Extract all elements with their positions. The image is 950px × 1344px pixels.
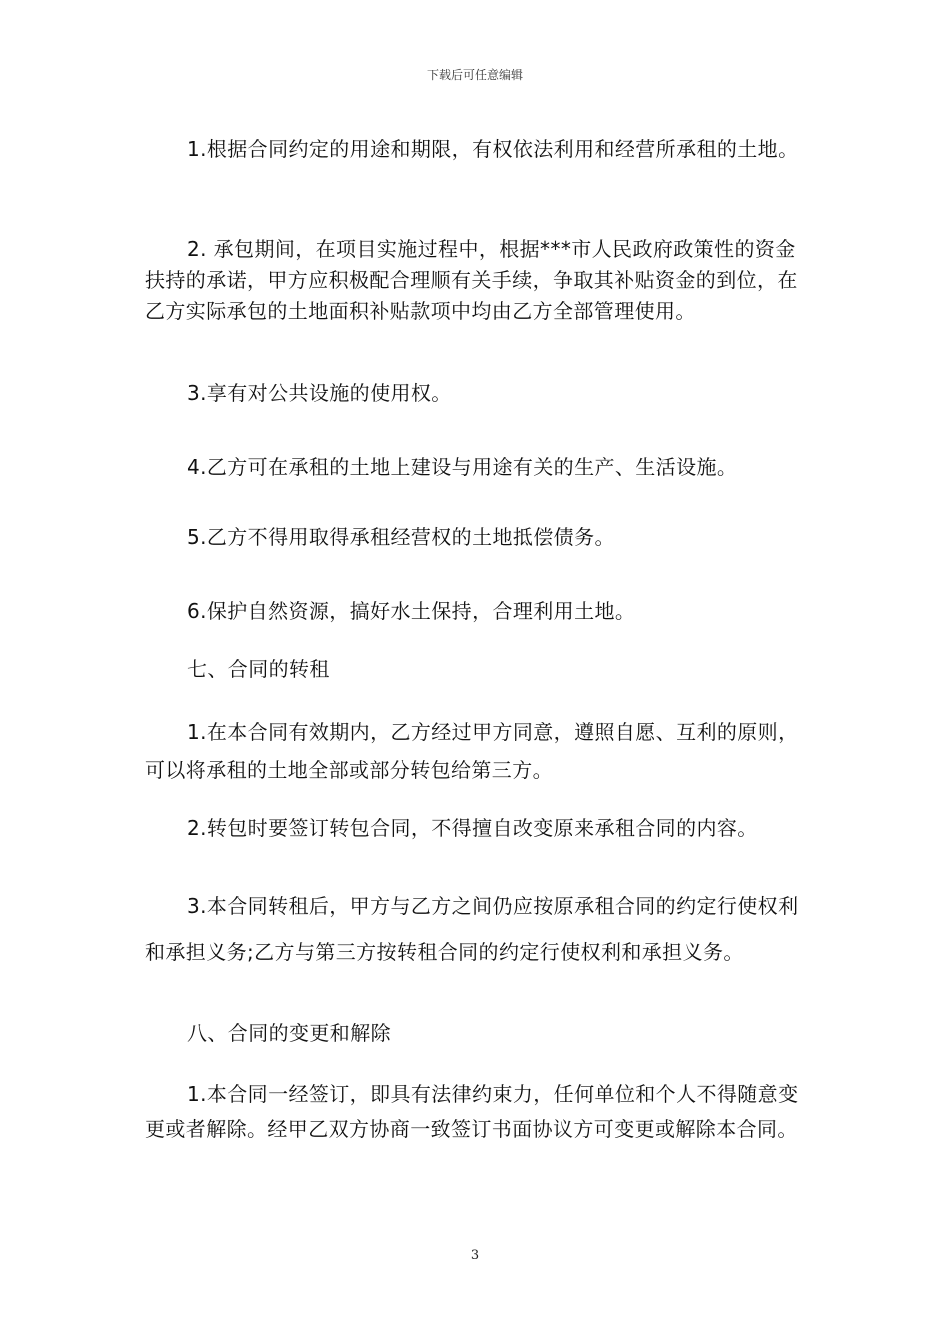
section-heading-amendment: 八、合同的变更和解除: [187, 1021, 391, 1045]
paragraph-public-facilities: 3.享有对公共设施的使用权。: [187, 381, 452, 405]
paragraph-sublease-consent: 1.在本合同有效期内，乙方经过甲方同意，遵照自愿、互利的原则，可以将承租的土地全部或部分转包给第三方。: [145, 720, 799, 782]
header-note: 下载后可任意编辑: [426, 68, 523, 82]
section-heading-sublease: 七、合同的转租: [187, 657, 330, 681]
paragraph-subsidy: 2. 承包期间，在项目实施过程中，根据***市人民政府政策性的资金扶持的承诺，甲方应积极配合理顺有关手续，争取其补贴资金的到位，在乙方实际承包的土地面积补贴款项中均由乙方全部管理使用。: [145, 237, 798, 323]
paragraph-sublease-contract: 2.转包时要签订转包合同，不得擅自改变原来承租合同的内容。: [187, 816, 758, 840]
paragraph-binding-force: 1.本合同一经签订，即具有法律约束力，任何单位和个人不得随意变更或者解除。经甲乙双方协商一致签订书面协议方可变更或解除本合同。: [145, 1082, 799, 1141]
paragraph-no-debt: 5.乙方不得用取得承租经营权的土地抵偿债务。: [187, 525, 615, 549]
page-number: 3: [470, 1248, 480, 1263]
paragraph-construction: 4.乙方可在承租的土地上建设与用途有关的生产、生活设施。: [187, 455, 738, 479]
paragraph-protect-resources: 6.保护自然资源，搞好水土保持，合理利用土地。: [187, 599, 636, 623]
paragraph-use-rights: 1.根据合同约定的用途和期限，有权依法利用和经营所承租的土地。: [187, 137, 799, 161]
paragraph-sublease-obligations: 3.本合同转租后，甲方与乙方之间仍应按原承租合同的约定行使权利和承担义务;乙方与第三方按转租合同的约定行使权利和承担义务。: [145, 894, 799, 964]
